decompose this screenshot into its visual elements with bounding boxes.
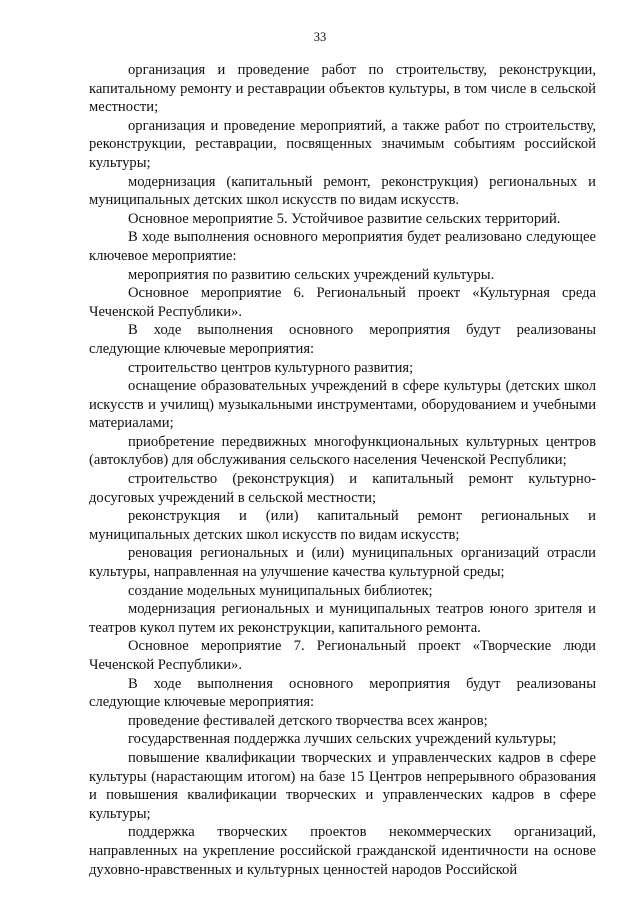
paragraph: модернизация (капитальный ремонт, реконструкция) региональных и муниципальных детских школ искусств по видам искусств. [89, 173, 596, 209]
paragraph: В ходе выполнения основного мероприятия будут реализованы следующие ключевые мероприятия: [89, 675, 596, 711]
paragraph: реконструкция и (или) капитальный ремонт региональных и муниципальных детских школ искусств по видам искусств; [89, 508, 596, 543]
paragraph: мероприятия по развитию сельских учреждений культуры. [128, 266, 495, 283]
paragraph: повышение квалификации творческих и управленческих кадров в сфере культуры (нарастающим итогом) на базе 15 Центров непрерывного образования и повышения квалификации творческих и управленческих кадров в сфере культуры; [89, 749, 596, 822]
paragraph: Основное мероприятие 7. Региональный проект «Творческие люди Чеченской Республики». [89, 638, 596, 673]
paragraph: модернизация региональных и муниципальных театров юного зрителя и театров кукол путем их реконструкции, капитального ремонта. [89, 601, 596, 636]
paragraph: организация и проведение работ по строительству, реконструкции, капитальному ремонту и реставрации объектов культуры, в том числе в сельской местности; [89, 62, 596, 116]
paragraph: организация и проведение мероприятий, а также работ по строительству, реконструкции, реставрации, посвященных значимым событиям российской культуры; [89, 117, 596, 171]
paragraph: создание модельных муниципальных библиотек; [128, 582, 433, 599]
paragraph: Основное мероприятие 6. Региональный проект «Культурная среда Чеченской Республики». [89, 285, 596, 320]
paragraph: В ходе выполнения основного мероприятия будет реализовано следующее ключевое мероприятие: [89, 229, 596, 264]
paragraph: поддержка творческих проектов некоммерческих организаций, направленных на укрепление российской гражданской идентичности на основе духовно-нравственных и культурных ценностей народов Российской [89, 824, 596, 878]
paragraph: государственная поддержка лучших сельских учреждений культуры; [128, 731, 557, 748]
paragraph: реновация региональных и (или) муниципальных организаций отрасли культуры, направленная на улучшение качества культурной среды; [89, 545, 596, 581]
page-number: 33 [313, 30, 327, 44]
paragraph: строительство центров культурного развития; [128, 359, 414, 376]
paragraph: проведение фестивалей детского творчества всех жанров; [128, 712, 488, 729]
paragraph: оснащение образовательных учреждений в сфере культуры (детских школ искусств и училищ) музыкальными инструментами, оборудованием и учебными материалами; [89, 378, 596, 432]
paragraph: В ходе выполнения основного мероприятия будут реализованы следующие ключевые мероприятия: [89, 322, 596, 357]
document-body [89, 61, 596, 879]
paragraph: Основное мероприятие 5. Устойчивое развитие сельских территорий. [128, 210, 561, 227]
paragraph: строительство (реконструкция) и капитальный ремонт культурно-досуговых учреждений в сельской местности; [89, 471, 596, 506]
paragraph: приобретение передвижных многофункциональных культурных центров (автоклубов) для обслуживания сельского населения Чеченской Республики; [89, 433, 596, 469]
